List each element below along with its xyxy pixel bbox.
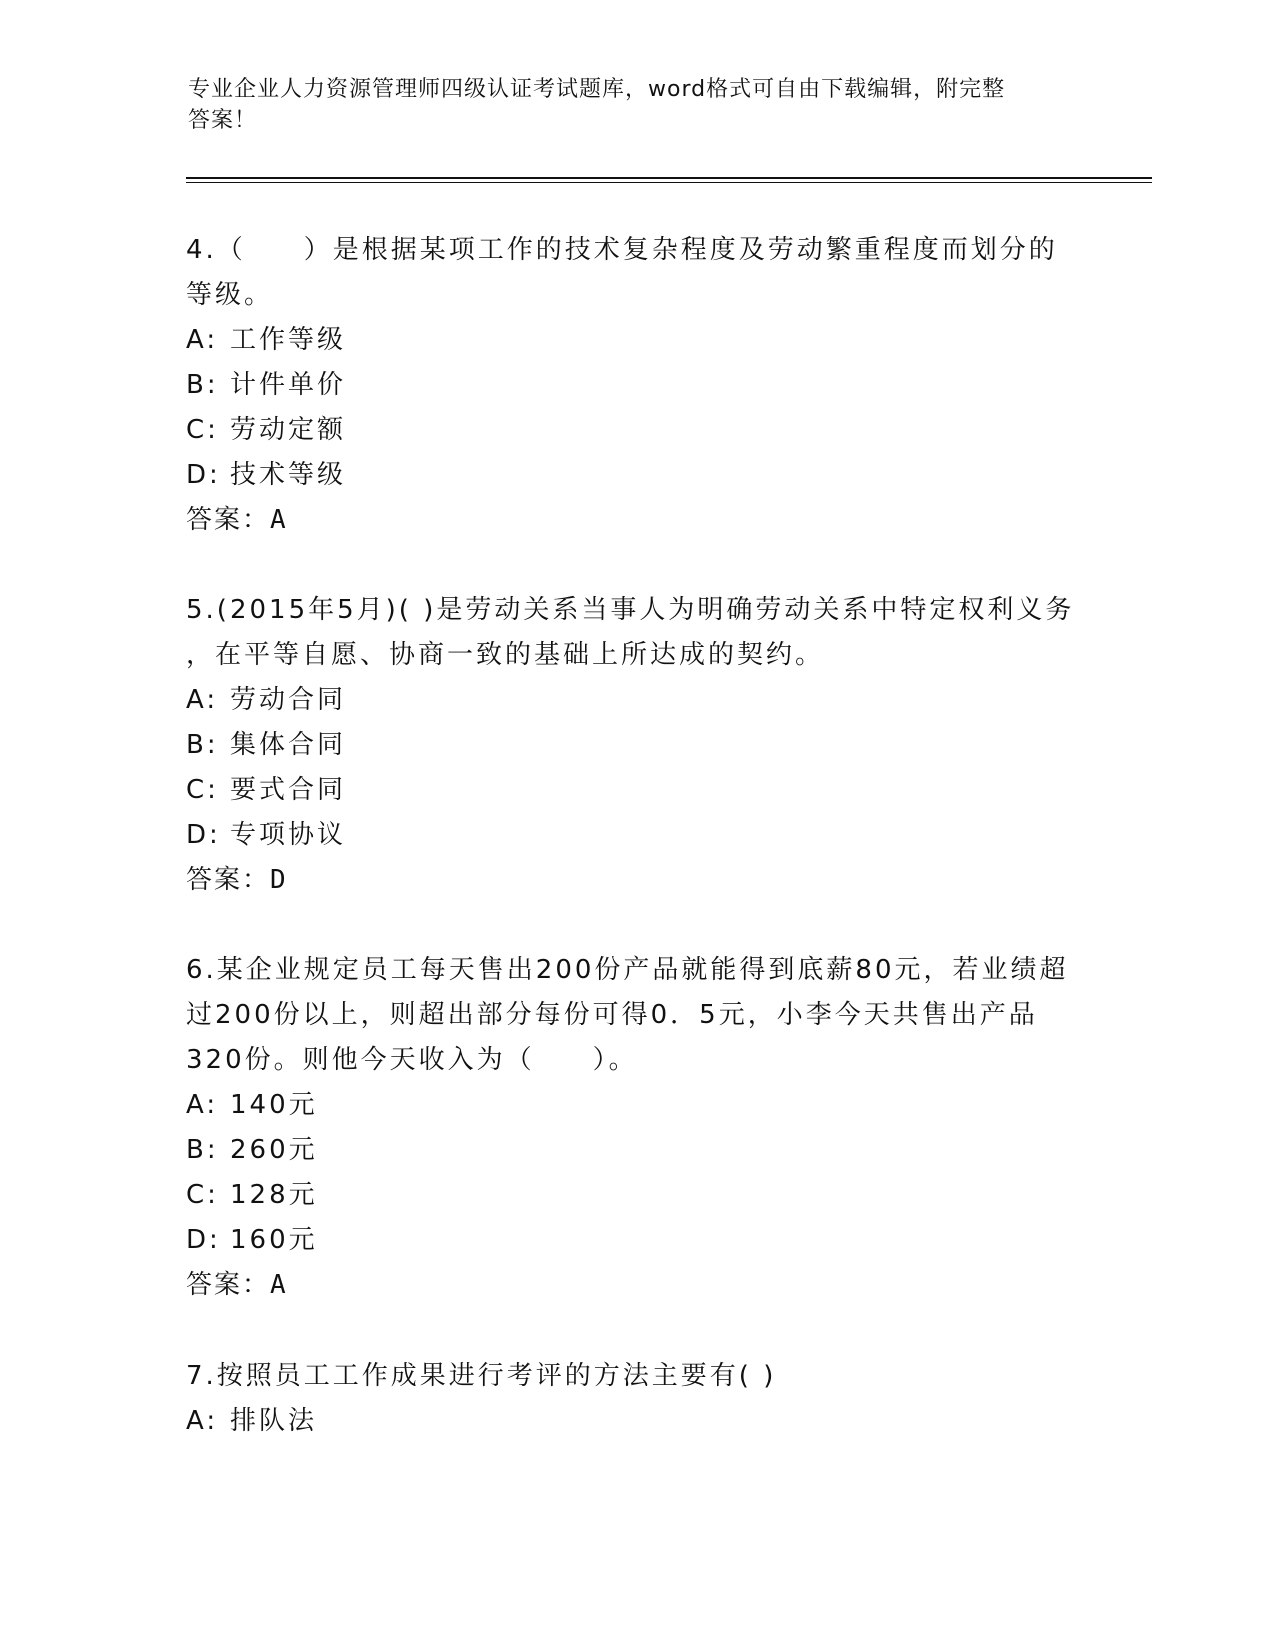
option-text: 劳动定额 xyxy=(230,415,347,445)
option-text: 排队法 xyxy=(230,1406,318,1436)
answer-label: 答案： xyxy=(186,1270,271,1300)
header-note xyxy=(188,74,1088,136)
option-a xyxy=(186,1399,1086,1444)
option-text: 劳动合同 xyxy=(230,685,347,715)
option-text: 260元 xyxy=(230,1135,318,1165)
answer-label: 答案： xyxy=(186,505,271,535)
option-text: 专项协议 xyxy=(230,820,347,850)
option-text: 要式合同 xyxy=(230,775,347,805)
option-text: 技术等级 xyxy=(230,460,347,490)
question-6 xyxy=(186,948,1086,1308)
option-d xyxy=(186,453,1086,498)
option-key: C: xyxy=(186,1180,219,1210)
question-stem xyxy=(186,1354,1086,1399)
question-stem-line: 过200份以上，则超出部分每份可得0．5元，小李今天共售出产品 xyxy=(186,1000,1038,1030)
question-stem xyxy=(186,228,1086,318)
question-stem-line: 4.（ ）是根据某项工作的技术复杂程度及劳动繁重程度而划分的 xyxy=(186,235,1058,265)
option-b xyxy=(186,363,1086,408)
option-key: B: xyxy=(186,1135,219,1165)
header-rule-thick xyxy=(186,177,1152,179)
question-stem xyxy=(186,948,1086,1083)
question-stem-line: ，在平等自愿、协商一致的基础上所达成的契约。 xyxy=(186,640,825,670)
option-key: D: xyxy=(186,1225,221,1255)
answer-value: A xyxy=(270,505,288,535)
answer-value: D xyxy=(270,865,288,895)
option-key: B: xyxy=(186,730,219,760)
option-text: 128元 xyxy=(230,1180,318,1210)
option-c xyxy=(186,768,1086,813)
question-stem xyxy=(186,588,1086,678)
option-text: 集体合同 xyxy=(230,730,347,760)
option-b xyxy=(186,723,1086,768)
option-text: 计件单价 xyxy=(230,370,347,400)
option-c xyxy=(186,408,1086,453)
answer-label: 答案： xyxy=(186,865,271,895)
question-7 xyxy=(186,1354,1086,1444)
question-stem-line: 5.(2015年5月)( )是劳动关系当事人为明确劳动关系中特定权利义务 xyxy=(186,595,1075,625)
question-stem-line: 6.某企业规定员工每天售出200份产品就能得到底薪80元，若业绩超 xyxy=(186,955,1069,985)
option-b xyxy=(186,1128,1086,1173)
header-rule-thin xyxy=(186,182,1152,183)
question-stem-line: 等级。 xyxy=(186,280,274,310)
question-stem-line: 7.按照员工工作成果进行考评的方法主要有( ) xyxy=(186,1361,777,1391)
answer xyxy=(186,858,1086,903)
option-key: C: xyxy=(186,775,219,805)
option-a xyxy=(186,678,1086,723)
option-key: D: xyxy=(186,460,221,490)
answer xyxy=(186,1263,1086,1308)
option-a xyxy=(186,318,1086,363)
option-d xyxy=(186,1218,1086,1263)
option-c xyxy=(186,1173,1086,1218)
answer xyxy=(186,498,1086,543)
question-stem-line: 320份。则他今天收入为（ ）。 xyxy=(186,1045,638,1075)
option-text: 工作等级 xyxy=(230,325,347,355)
option-key: C: xyxy=(186,415,219,445)
question-4 xyxy=(186,228,1086,543)
option-d xyxy=(186,813,1086,858)
answer-value: A xyxy=(270,1270,288,1300)
option-key: A: xyxy=(186,325,219,355)
option-a xyxy=(186,1083,1086,1128)
option-text: 160元 xyxy=(230,1225,318,1255)
header-note-line-1: 专业企业人力资源管理师四级认证考试题库，word格式可自由下载编辑，附完整 xyxy=(188,77,1006,102)
question-5 xyxy=(186,588,1086,903)
header-note-line-2: 答案！ xyxy=(188,108,258,133)
option-text: 140元 xyxy=(230,1090,318,1120)
option-key: A: xyxy=(186,1090,219,1120)
option-key: D: xyxy=(186,820,221,850)
option-key: A: xyxy=(186,685,219,715)
option-key: B: xyxy=(186,370,219,400)
option-key: A: xyxy=(186,1406,219,1436)
